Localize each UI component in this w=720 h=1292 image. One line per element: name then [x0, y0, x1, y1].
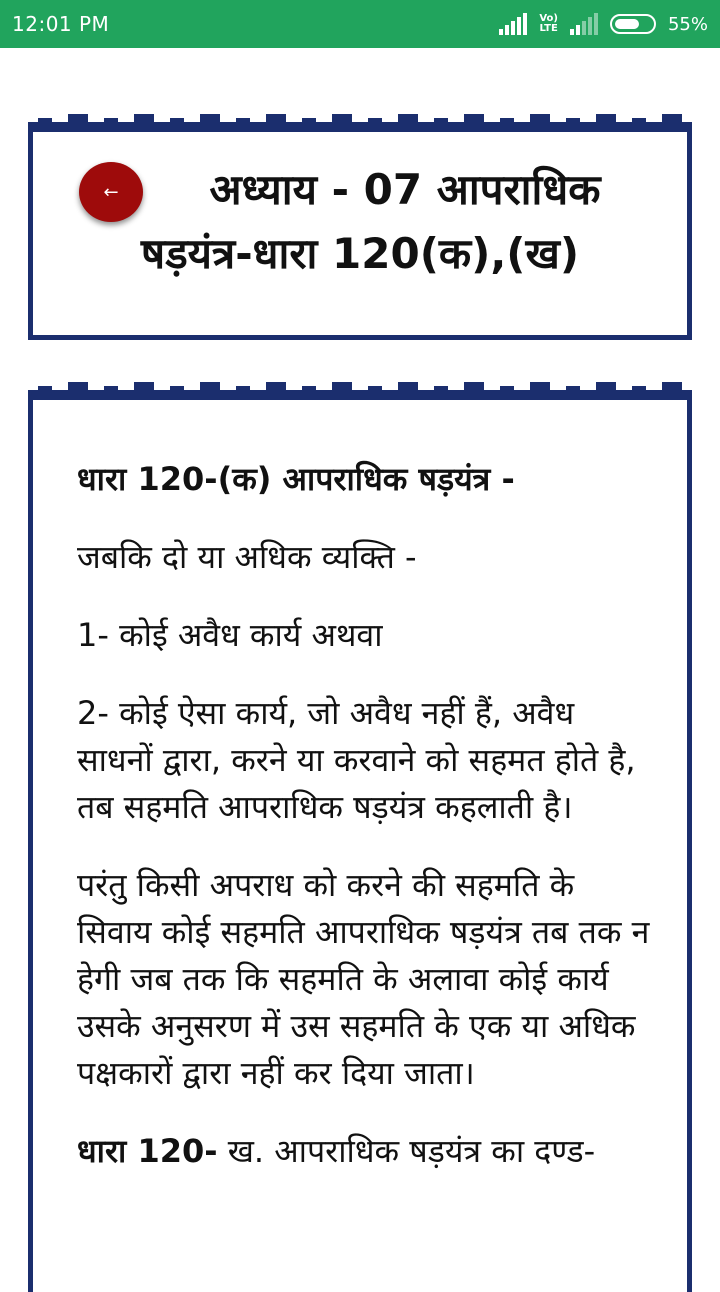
title-line-2: षड़यंत्र-धारा 120(क),(ख): [140, 229, 580, 278]
status-time: 12:01 PM: [12, 12, 110, 36]
paragraph: 2- कोई ऐसा कार्य, जो अवैध नहीं हैं, अवैध साधनों द्वारा, करने या करवाने को सहमत होते है, तब सहमति आपराधिक षड़यंत्र कहलाती है।: [77, 694, 636, 826]
section-heading-bold: धारा 120-: [77, 1132, 218, 1170]
battery-percent: 55%: [667, 13, 708, 35]
volte-icon: Vo) LTE: [539, 13, 558, 34]
header-card: [28, 124, 692, 340]
paragraph: जबकि दो या अधिक व्यक्ति -: [77, 538, 417, 576]
signal-icon-2: [570, 13, 598, 35]
signal-icon: [499, 13, 527, 35]
section-heading-rest: ख. आपराधिक षड़यंत्र का दण्ड-: [217, 1132, 596, 1170]
article-body: [77, 456, 651, 1206]
content-card: [28, 392, 692, 1292]
paragraph: 1- कोई अवैध कार्य अथवा: [77, 616, 383, 654]
left-arrow-icon: ←: [103, 181, 119, 203]
decorative-border: [28, 382, 692, 400]
decorative-border: [28, 114, 692, 132]
status-icons: [499, 10, 708, 38]
paragraph: परंतु किसी अपराध को करने की सहमति के सिवाय कोई सहमति आपराधिक षड़यंत्र तब तक न हेगी जब तक कि सहमति के अलावा कोई कार्य उसके अनुसरण में उस सहमति के एक या अधिक पक्षकारों द्वारा नहीं कर दिया जाता।: [77, 866, 650, 1092]
status-bar: [0, 0, 720, 48]
battery-icon: [610, 14, 656, 34]
section-heading-120a: धारा 120-(क) आपराधिक षड़यंत्र -: [77, 460, 515, 498]
title-line-1: अध्याय - 07 आपराधिक: [209, 165, 601, 214]
page-title: [33, 158, 687, 286]
section-heading-120b: [77, 1128, 651, 1175]
